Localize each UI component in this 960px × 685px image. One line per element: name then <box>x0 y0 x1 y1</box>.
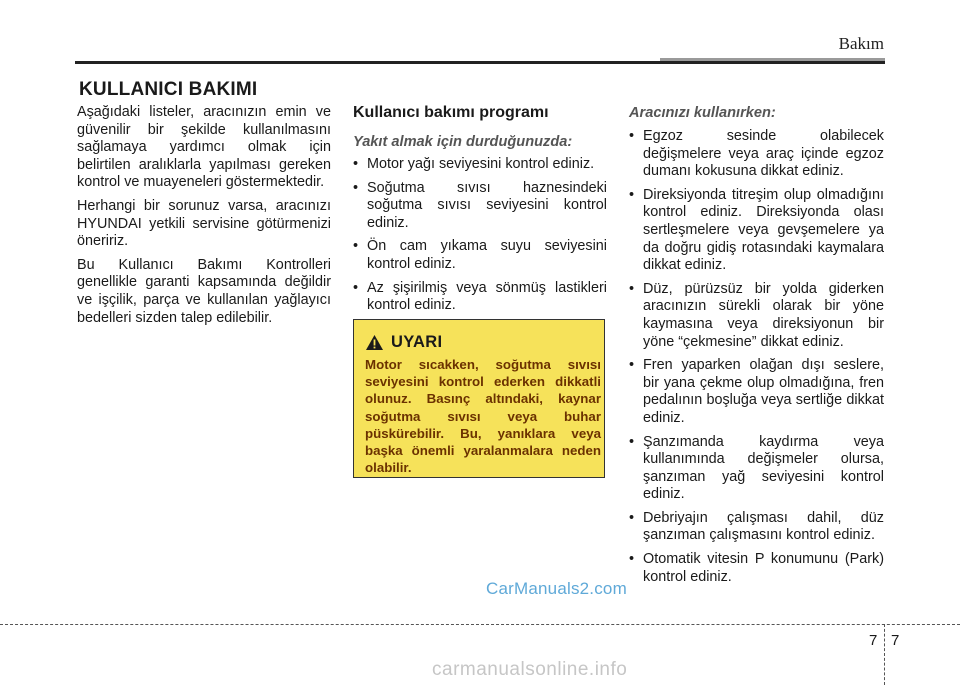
driving-check-list <box>629 128 884 586</box>
warning-label: UYARI <box>391 332 443 351</box>
warning-header <box>365 332 442 352</box>
list-item: • Az şişirilmiş veya sönmüş lastikleri kontrol ediniz. <box>353 280 607 315</box>
list-item: • Şanzımanda kaydırma veya kullanımında değişmeler olursa, şanzıman yağ seviyesini kontrol ediniz. <box>629 434 884 504</box>
header-rule <box>75 61 885 64</box>
list-item: • Soğutma sıvısı haznesindeki soğutma sıvısı seviyesini kontrol ediniz. <box>353 180 607 233</box>
intro-paragraph: Bu Kullanıcı Bakımı Kontrolleri genellikle garanti kapsamında değildir ve işçilik, parça ve kullanılan yağlayıcı bedelleri sizden talep edilebilir. <box>77 256 331 326</box>
watermark-footer: carmanualsonline.info <box>432 659 628 680</box>
footer-dashed-divider <box>884 624 885 685</box>
intro-paragraph: Herhangi bir sorunuz varsa, aracınızı HYUNDAI yetkili servisine götürmenizi öneririz. <box>77 197 331 250</box>
footer-dashed-rule <box>0 624 960 625</box>
page-number: 7 <box>891 632 900 649</box>
running-header: Bakım <box>838 34 884 53</box>
chapter-number: 7 <box>869 632 878 649</box>
warning-text: Motor sıcakken, soğutma sıvısı seviyesini kontrol ederken dikkatli olunuz. Basınç altındaki, kaynar soğutma sıvısı veya buhar püskürebilir. Bu, yanıklara veya başka önemli yaralanmalara neden olabilir. <box>365 357 601 476</box>
intro-column <box>77 104 331 333</box>
warning-box <box>353 319 605 478</box>
list-item: • Motor yağı seviyesini kontrol ediniz. <box>353 156 607 174</box>
list-item: • Ön cam yıkama suyu seviyesini kontrol ediniz. <box>353 238 607 273</box>
maintenance-program-column <box>353 104 607 321</box>
list-item: • Otomatik vitesin P konumunu (Park) kontrol ediniz. <box>629 551 884 586</box>
list-item: • Debriyajın çalışması dahil, düz şanzıman çalışmasını kontrol ediniz. <box>629 510 884 545</box>
list-item: • Düz, pürüzsüz bir yolda giderken aracınızın sürekli olarak bir yöne kaymasına veya direksiyonun bir yöne “çekmesine” dikkat ediniz. <box>629 281 884 351</box>
program-heading: Kullanıcı bakımı programı <box>353 104 549 121</box>
list-item: • Direksiyonda titreşim olup olmadığını kontrol ediniz. Direksiyonda olası sertleşmelere veya gevşemelere ya da doğru gidiş rotasındaki kaymalara dikkat ediniz. <box>629 187 884 275</box>
warning-triangle-icon <box>365 334 384 351</box>
driving-subheading: Aracınızı kullanırken: <box>629 105 776 121</box>
intro-paragraph: Aşağıdaki listeler, aracınızın emin ve güvenilir bir şekilde kullanılmasını sağlamaya yardımcı olmak için belirtilen aralıklarla yapılması gereken kontrol ve muayeneleri göstermektedir. <box>77 104 331 191</box>
refuel-subheading: Yakıt almak için durduğunuzda: <box>353 134 573 150</box>
watermark-link[interactable]: CarManuals2.com <box>486 579 627 598</box>
section-title: KULLANICI BAKIMI <box>79 79 258 100</box>
refuel-check-list <box>353 156 607 315</box>
list-item: • Fren yaparken olağan dışı seslere, bir yana çekme olup olmadığına, fren pedalının boşluğa veya sertliğe dikkat ediniz. <box>629 357 884 427</box>
list-item: • Egzoz sesinde olabilecek değişmelere veya araç içinde egzoz dumanı kokusuna dikkat ediniz. <box>629 128 884 181</box>
while-driving-column <box>629 104 884 592</box>
